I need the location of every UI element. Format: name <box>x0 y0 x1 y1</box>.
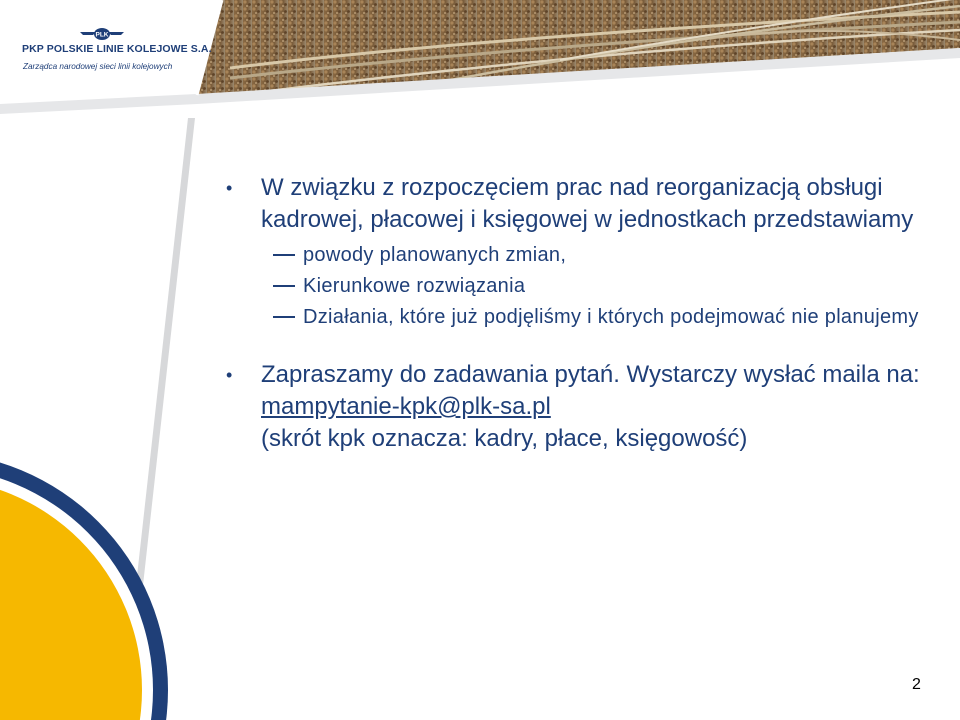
slide-content <box>226 172 926 455</box>
company-logo <box>22 26 212 76</box>
sub-item-actions <box>226 302 926 333</box>
dash-icon <box>273 316 295 318</box>
sub-item-text: Kierunkowe rozwiązania <box>303 275 526 297</box>
dash-icon <box>273 254 295 256</box>
bullet-item-intro <box>226 172 926 236</box>
bullet-text-questions: Zapraszamy do zadawania pytań. Wystarczy wysłać maila na: <box>261 361 920 388</box>
logo-emblem-text: PLK <box>95 31 109 39</box>
rail-photo-banner <box>190 0 960 100</box>
dash-icon <box>273 285 295 287</box>
sub-item-reasons <box>226 240 926 271</box>
bullet-item-questions <box>226 359 926 455</box>
bullet-icon: • <box>226 178 233 198</box>
winged-emblem-icon <box>78 26 126 42</box>
sub-bullet-list <box>226 240 926 333</box>
email-link[interactable]: mampytanie-kpk@plk-sa.pl <box>261 393 551 420</box>
sub-item-text: powody planowanych zmian, <box>303 244 567 266</box>
abbreviation-note: (skrót kpk oznacza: kadry, płace, księgowość) <box>261 425 748 452</box>
sub-item-text: Działania, które już podjęliśmy i których podejmować nie planujemy <box>303 306 919 328</box>
sub-item-solutions <box>226 271 926 302</box>
bullet-icon: • <box>226 365 233 385</box>
page-number: 2 <box>912 676 921 693</box>
company-tagline: Zarządca narodowej sieci linii kolejowych <box>23 62 173 71</box>
company-name: PKP POLSKIE LINIE KOLEJOWE S.A. <box>22 43 212 55</box>
bullet-text-intro: W związku z rozpoczęciem prac nad reorganizacją obsługi kadrowej, płacowej i księgowej w jednostkach przedstawiamy <box>261 174 914 233</box>
